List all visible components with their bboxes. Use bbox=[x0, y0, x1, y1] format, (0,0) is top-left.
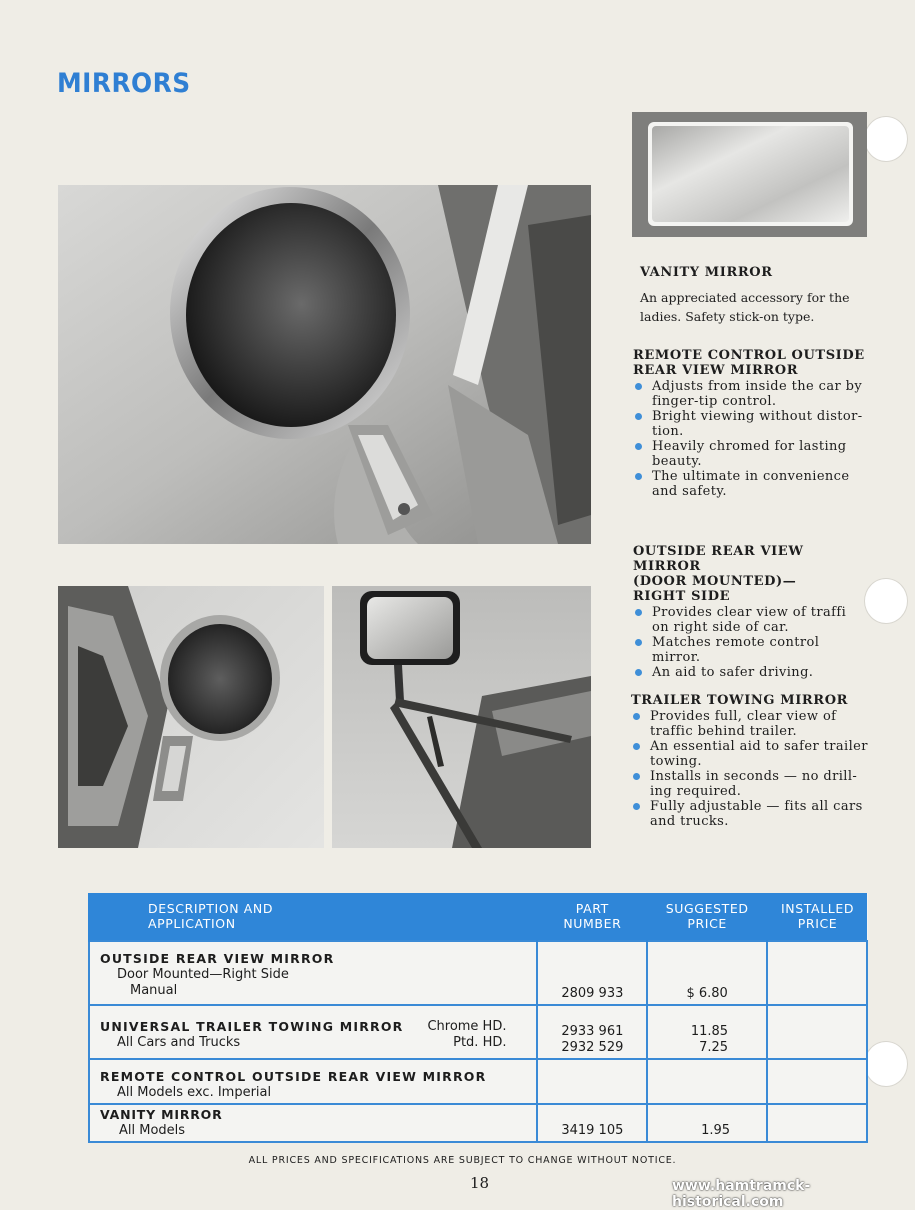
bullet-item: The ultimate in convenience and safety. bbox=[633, 469, 873, 499]
application-text: All Cars and Trucks bbox=[117, 1035, 241, 1050]
product-name: UNIVERSAL TRAILER TOWING MIRROR bbox=[100, 1019, 404, 1034]
bullet-item: Provides full, clear view of traffic behind trailer. bbox=[631, 709, 871, 739]
feature-remote-heading: REMOTE CONTROL OUTSIDE REAR VIEW MIRROR bbox=[633, 348, 865, 378]
feature-door-mounted-mirror bbox=[633, 544, 861, 680]
binder-hole-middle bbox=[864, 578, 908, 624]
table-row bbox=[89, 1104, 867, 1142]
suggested-price-cell bbox=[647, 1005, 767, 1059]
finish-text: Chrome HD. bbox=[427, 1019, 507, 1034]
suggested-price-cell bbox=[647, 1059, 767, 1104]
price-value: 7.25 bbox=[699, 1040, 729, 1055]
bullet-item: An aid to safer driving. bbox=[633, 665, 861, 680]
feature-trailer-heading: TRAILER TOWING MIRROR bbox=[631, 693, 849, 708]
feature-trailer-towing-mirror bbox=[631, 693, 871, 829]
part-number-cell bbox=[537, 1005, 647, 1059]
row-description bbox=[89, 1104, 537, 1142]
installed-price-cell bbox=[767, 1104, 867, 1142]
feature-vanity-text: An appreciated accessory for the ladies. Safety stick-on type. bbox=[640, 290, 850, 324]
feature-door-bullets bbox=[633, 605, 861, 680]
feature-door-heading: OUTSIDE REAR VIEW MIRROR (DOOR MOUNTED)— RIGHT SIDE bbox=[633, 544, 804, 604]
page-title: MIRRORS bbox=[57, 68, 191, 99]
vanity-mirror-photo bbox=[632, 112, 867, 237]
feature-remote-bullets bbox=[633, 379, 873, 499]
footer-note: ALL PRICES AND SPECIFICATIONS ARE SUBJECT TO CHANGE WITHOUT NOTICE. bbox=[248, 1155, 677, 1166]
row-description bbox=[89, 1005, 537, 1059]
product-name: REMOTE CONTROL OUTSIDE REAR VIEW MIRROR bbox=[100, 1069, 487, 1084]
application-text: Door Mounted—Right Side bbox=[117, 967, 289, 982]
remote-control-mirror-photo bbox=[58, 185, 591, 544]
feature-remote-control-mirror bbox=[633, 348, 873, 499]
application-text: Manual bbox=[130, 983, 178, 998]
application-text: All Models exc. Imperial bbox=[117, 1085, 272, 1100]
part-number-cell: 2809 933 bbox=[537, 941, 647, 1005]
bullet-item: Installs in seconds — no drill-ing required. bbox=[631, 769, 871, 799]
binder-hole-top bbox=[864, 116, 908, 162]
door-mounted-mirror-photo bbox=[58, 586, 324, 848]
header-description: DESCRIPTION AND APPLICATION bbox=[89, 893, 537, 941]
row-description bbox=[89, 941, 537, 1005]
feature-vanity-mirror bbox=[640, 265, 872, 326]
row-description bbox=[89, 1059, 537, 1104]
part-number-cell: 3419 105 bbox=[537, 1104, 647, 1142]
table-row bbox=[89, 1005, 867, 1059]
table-header-row bbox=[89, 893, 867, 941]
product-line bbox=[100, 1035, 528, 1051]
watermark-text: www.hamtramck-historical.com bbox=[672, 1178, 811, 1210]
bullet-item: Bright viewing without distor-tion. bbox=[633, 409, 873, 439]
bullet-item: An essential aid to safer trailer towing. bbox=[631, 739, 871, 769]
product-line bbox=[100, 1019, 528, 1035]
application-text: All Models bbox=[119, 1123, 186, 1138]
trailer-towing-mirror-photo bbox=[332, 586, 591, 848]
installed-price-cell bbox=[767, 941, 867, 1005]
product-name: VANITY MIRROR bbox=[100, 1107, 223, 1122]
installed-price-cell bbox=[767, 1005, 867, 1059]
price-table bbox=[88, 893, 868, 1143]
feature-vanity-heading: VANITY MIRROR bbox=[640, 265, 773, 280]
bullet-item: Adjusts from inside the car by finger-tip control. bbox=[633, 379, 873, 409]
feature-trailer-bullets bbox=[631, 709, 871, 829]
part-number: 2933 961 bbox=[561, 1024, 624, 1039]
part-number: 2932 529 bbox=[561, 1040, 624, 1055]
bullet-item: Provides clear view of traffi on right side of car. bbox=[633, 605, 861, 635]
installed-price-cell bbox=[767, 1059, 867, 1104]
header-suggested-price: SUGGESTED PRICE bbox=[647, 893, 767, 941]
part-number-cell bbox=[537, 1059, 647, 1104]
bullet-item: Matches remote control mirror. bbox=[633, 635, 861, 665]
table-row bbox=[89, 1059, 867, 1104]
binder-hole-bottom bbox=[864, 1041, 908, 1087]
finish-text: Ptd. HD. bbox=[453, 1035, 507, 1050]
price-value: 11.85 bbox=[690, 1024, 729, 1039]
product-name: OUTSIDE REAR VIEW MIRROR bbox=[100, 951, 335, 966]
bullet-item: Fully adjustable — fits all cars and trucks. bbox=[631, 799, 871, 829]
suggested-price-cell: 1.95 bbox=[647, 1104, 767, 1142]
header-part-number: PART NUMBER bbox=[537, 893, 647, 941]
header-installed-price: INSTALLED PRICE bbox=[767, 893, 867, 941]
page-number: 18 bbox=[470, 1174, 490, 1192]
bullet-item: Heavily chromed for lasting beauty. bbox=[633, 439, 873, 469]
suggested-price-cell: $ 6.80 bbox=[647, 941, 767, 1005]
table-row bbox=[89, 941, 867, 1005]
